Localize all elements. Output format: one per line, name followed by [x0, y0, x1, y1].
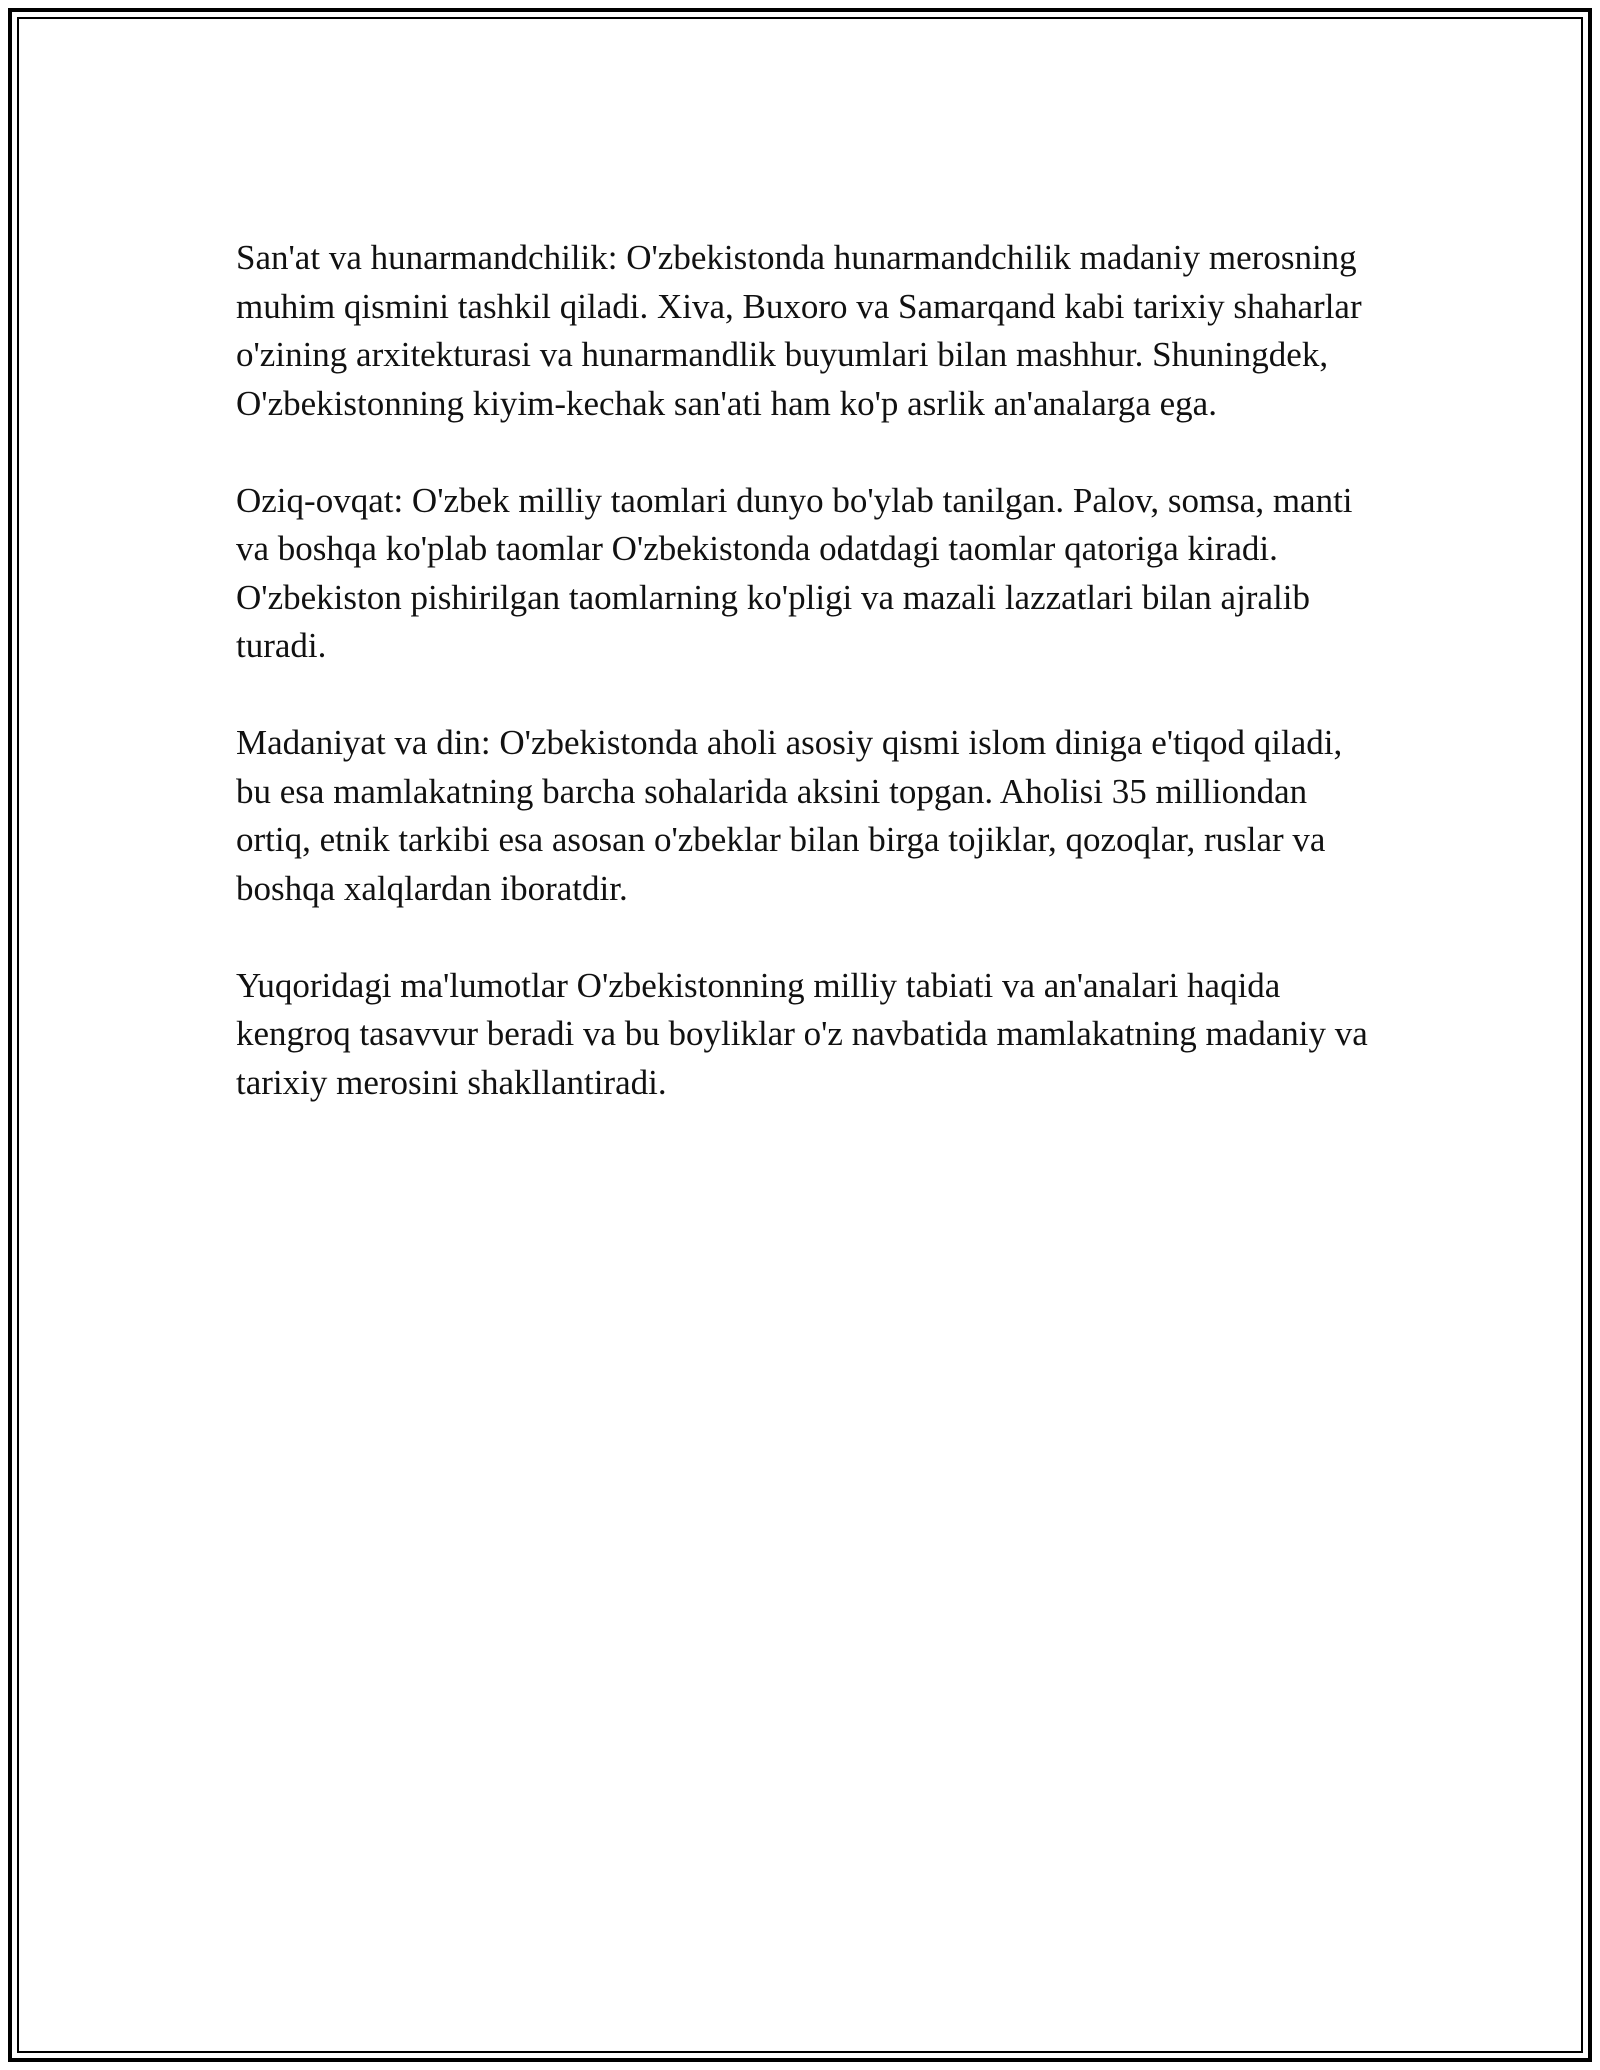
document-body: [236, 234, 1376, 1156]
paragraph-art-crafts: San'at va hunarmandchilik: O'zbekistonda hunarmandchilik madaniy merosning muhim qismini tashkil qiladi. Xiva, Buxoro va Samarqand kabi tarixiy shaharlar o'zining arxitekturasi va hunarmandlik buyumlari bilan mashhur. Shuningdek, O'zbekistonning kiyim-kechak san'ati ham ko'p asrlik an'analarga ega.: [236, 238, 1362, 423]
paragraph-conclusion: Yuqoridagi ma'lumotlar O'zbekistonning milliy tabiati va an'analari haqida kengroq tasavvur beradi va bu boyliklar o'z navbatida mamlakatning madaniy va tarixiy merosini shakllantiradi.: [236, 965, 1368, 1102]
paragraph-food: Oziq-ovqat: O'zbek milliy taomlari dunyo bo'ylab tanilgan. Palov, somsa, manti va boshqa ko'plab taomlar O'zbekistonda odatdagi taomlar qatoriga kiradi. O'zbekiston pishirilgan taomlarning ko'pligi va mazali lazzatlari bilan ajralib turadi.: [236, 480, 1353, 665]
paragraph-culture-religion: Madaniyat va din: O'zbekistonda aholi asosiy qismi islom diniga e'tiqod qiladi, bu esa mamlakatning barcha sohalarida aksini topgan. Aholisi 35 milliondan ortiq, etnik tarkibi esa asosan o'zbeklar bilan birga tojiklar, qozoqlar, ruslar va boshqa xalqlardan iboratdir.: [236, 723, 1343, 908]
